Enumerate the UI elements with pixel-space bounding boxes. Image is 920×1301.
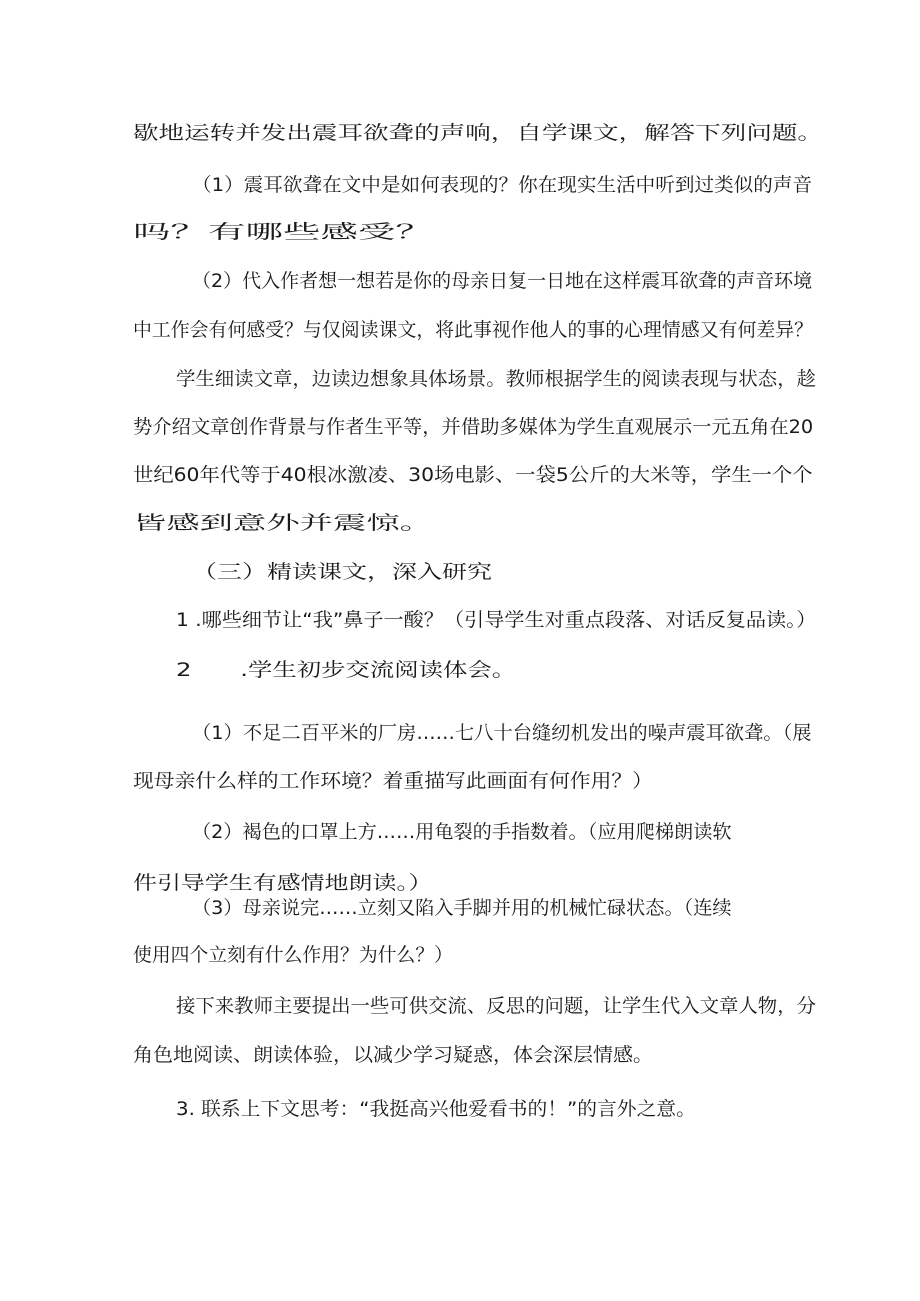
detail-2-line-2: 件引导学生有感情地朗读。）	[133, 872, 433, 894]
paragraph-line-1: 歇地运转并发出震耳欲聋的声响，自学课文，解答下列问题。	[133, 122, 824, 144]
question-2-line-2: 中工作会有何感受？与仅阅读课文，将此事视作他人的事的心理情感又有何差异？	[133, 319, 814, 341]
detail-3-line-2: 使用四个立刻有什么作用？为什么？）	[133, 944, 454, 966]
item-3: 3. 联系上下文思考：“我挺高兴他爱看书的！”的言外之意。	[176, 1098, 696, 1120]
detail-3-line-1: （3）母亲说完……立刻又陷入手脚并用的机械忙碌状态。（连续	[192, 897, 732, 919]
item-2: 2 .学生初步交流阅读体会。	[176, 659, 517, 681]
detail-1-line-2: 现母亲什么样的工作环境？着重描写此画面有何作用？）	[133, 770, 653, 792]
paragraph-3-line-2: 角色地阅读、朗读体验，以减少学习疑惑，体会深层情感。	[133, 1044, 654, 1066]
section-heading: （三）精读课文，深入研究	[192, 561, 493, 583]
question-1-line-1: （1）震耳欲聋在文中是如何表现的？你在现实生活中听到过类似的声音	[192, 174, 813, 196]
question-2-line-1: （2）代入作者想一想若是你的母亲日复一日地在这样震耳欲聋的声音环境	[192, 270, 813, 292]
detail-2-line-1: （2）褐色的口罩上方……用龟裂的手指数着。（应用爬梯朗读软	[192, 821, 732, 843]
paragraph-2-line-4: 皆感到意外并震惊。	[133, 512, 434, 534]
question-1-line-2: 吗？有哪些感受？	[133, 221, 434, 243]
detail-1-line-1: （1）不足二百平米的厂房……七八十台缝纫机发出的噪声震耳欲聋。（展	[192, 722, 812, 744]
paragraph-2-line-2: 势介绍文章创作背景与作者生平等，并借助多媒体为学生直观展示一元五角在20	[133, 416, 814, 438]
paragraph-3-line-1: 接下来教师主要提出一些可供交流、反思的问题，让学生代入文章人物，分	[176, 995, 816, 1017]
paragraph-2-line-1: 学生细读文章，边读边想象具体场景。教师根据学生的阅读表现与状态，趁	[176, 368, 816, 390]
paragraph-2-line-3: 世纪60年代等于40根冰激凌、30场电影、一袋5公斤的大米等，学生一个个	[133, 464, 813, 486]
item-1: 1 .哪些细节让“我”鼻子一酸？（引导学生对重点段落、对话反复品读。）	[176, 609, 817, 631]
